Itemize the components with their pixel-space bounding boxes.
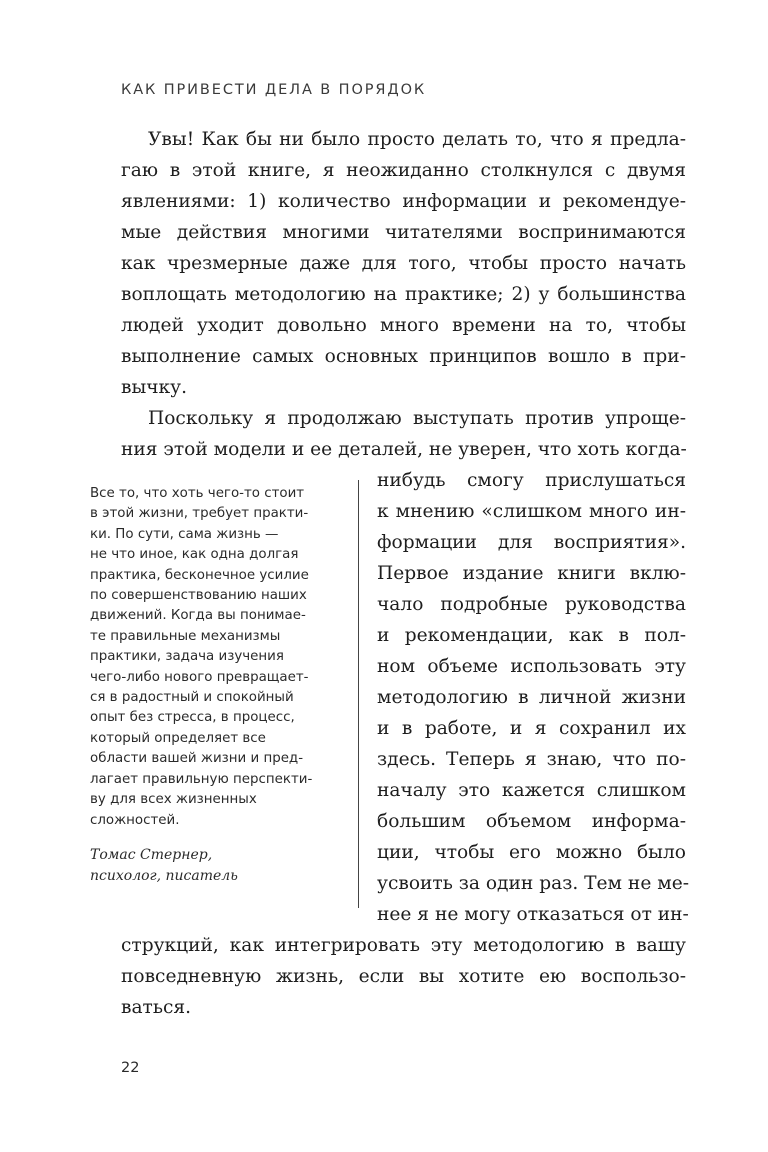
body-line: к мнению «слишком много ин- [377, 501, 686, 522]
quote-line: сложностей. [90, 812, 180, 828]
quote-attribution [90, 845, 348, 887]
sidebar-divider [358, 480, 359, 908]
running-head: КАК ПРИВЕСТИ ДЕЛА В ПОРЯДОК [121, 82, 427, 98]
quote-line: движений. Когда вы понимае- [90, 608, 306, 624]
quote-line: ки. По сути, сама жизнь — [90, 526, 279, 542]
body-line: ном объеме использовать эту [377, 656, 686, 677]
body-line: большим объемом информа- [377, 811, 686, 832]
body-line: методологию в личной жизни [377, 687, 686, 708]
quote-line: чего-либо нового превращает- [90, 669, 309, 685]
body-line: людей уходит довольно много времени на то, чтобы [121, 315, 686, 336]
body-line: и рекомендации, как в пол- [377, 625, 686, 646]
body-line: и в работе, и я сохранил их [377, 718, 686, 739]
attribution-role: психолог, писатель [90, 867, 238, 884]
body-line: началу это кажется слишком [377, 780, 686, 801]
body-line: явлениями: 1) количество информации и рекомендуе- [121, 191, 686, 212]
body-line: ции, чтобы его можно было [377, 842, 686, 863]
body-line: выполнение самых основных принципов вошло в при- [121, 346, 686, 367]
quote-line: в этой жизни, требует практи- [90, 506, 309, 522]
quote-line: по совершенствованию наших [90, 588, 307, 604]
body-line: Поскольку я продолжаю выступать против упроще- [148, 408, 686, 429]
quote-line: ся в радостный и спокойный [90, 690, 294, 706]
body-line: гаю в этой книге, я неожиданно столкнулся с двумя [121, 160, 686, 181]
quote-line: практика, бесконечное усилие [90, 567, 309, 583]
body-line: ния этой модели и ее деталей, не уверен, что хоть когда- [121, 439, 687, 460]
body-line: повседневную жизнь, если вы хотите ею воспользо- [121, 966, 686, 987]
body-line: нибудь смогу прислушаться [377, 470, 686, 491]
quote-line: Все то, что хоть чего-то стоит [90, 486, 305, 501]
quote-line: не что иное, как одна долгая [90, 547, 299, 563]
body-line: мые действия многими читателями воспринимаются [121, 222, 686, 243]
quote-line: те правильные механизмы [90, 628, 281, 644]
body-line: усвоить за один раз. Тем не ме- [377, 873, 689, 894]
body-line: воплощать методологию на практике; 2) у большинства [121, 284, 686, 305]
body-line: формации для восприятия». [377, 532, 686, 553]
quote-line: опыт без стресса, в процесс, [90, 710, 295, 726]
body-line: Первое издание книги вклю- [377, 563, 686, 584]
quote-line: области вашей жизни и пред- [90, 751, 304, 767]
quote-line: ву для всех жизненных [90, 792, 257, 808]
attribution-name: Томас Стернер, [90, 846, 213, 863]
body-line: струкций, как интегрировать эту методологию в вашу [121, 935, 686, 956]
body-line: нее я не могу отказаться от ин- [377, 904, 689, 925]
quote-line: который определяет все [90, 730, 266, 746]
quote-line: практики, задача изучения [90, 649, 284, 665]
body-line: здесь. Теперь я знаю, что по- [377, 749, 686, 770]
page-number: 22 [121, 1060, 140, 1076]
sidebar-quote [90, 484, 348, 887]
body-line: вычку. [121, 377, 188, 398]
body-line: Увы! Как бы ни было просто делать то, что я предла- [148, 129, 686, 150]
body-line: ваться. [121, 997, 192, 1018]
body-line: чало подробные руководства [377, 594, 686, 615]
body-line: как чрезмерные даже для того, чтобы просто начать [121, 253, 686, 274]
quote-line: лагает правильную перспекти- [90, 771, 313, 787]
